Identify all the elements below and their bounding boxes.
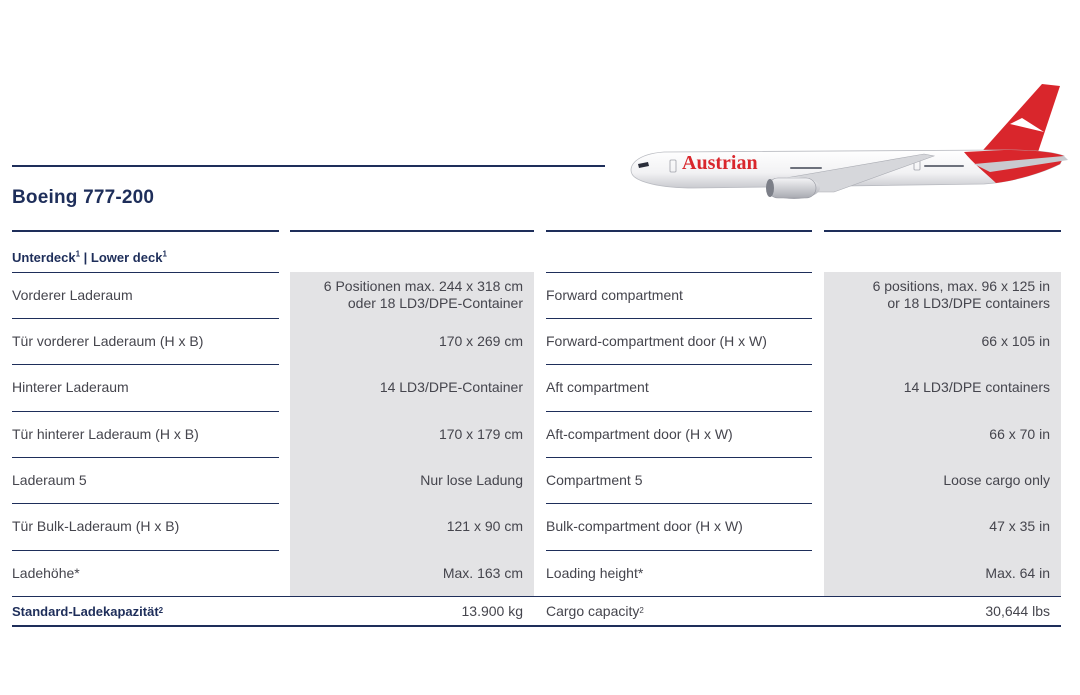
en-value: 66 x 70 in: [989, 425, 1050, 442]
de-value: 14 LD3/DPE-Container: [379, 378, 523, 395]
en-label: Compartment 5: [546, 472, 643, 488]
de-label: Tür hinterer Laderaum (H x B): [12, 426, 199, 442]
en-value: 47 x 35 in: [989, 517, 1050, 534]
en-label: Loading height*: [546, 565, 644, 581]
de-label: Vorderer Laderaum: [12, 287, 133, 303]
column-rule-3: [546, 230, 812, 232]
de-label: Ladehöhe*: [12, 565, 80, 581]
table-row: [0, 364, 1080, 410]
table-row: [0, 550, 1080, 596]
en-label: Forward compartment: [546, 287, 683, 303]
de-label: Hinterer Laderaum: [12, 379, 129, 395]
table-row: [0, 503, 1080, 549]
table-row: [0, 411, 1080, 457]
capacity-en-value: 30,644 lbs: [985, 602, 1050, 619]
de-label: Tür vorderer Laderaum (H x B): [12, 333, 204, 349]
capacity-de-value: 13.900 kg: [461, 602, 523, 619]
de-value: 121 x 90 cm: [446, 517, 523, 534]
airline-livery-text: Austrian: [682, 152, 758, 174]
table-row: [0, 318, 1080, 364]
de-label: Tür Bulk-Laderaum (H x B): [12, 518, 180, 534]
de-value: 170 x 269 cm: [438, 332, 523, 349]
bottom-rule: [12, 625, 1061, 627]
en-label: Forward-compartment door (H x W): [546, 333, 767, 349]
en-value: Loose cargo only: [943, 471, 1050, 488]
section-label: Unterdeck$^1$ | Lower deck$^1$: [12, 249, 167, 265]
en-value: Max. 64 in: [985, 564, 1050, 581]
capacity-de-label: Standard-Ladekapazität 2: [12, 603, 164, 619]
table-row: [0, 457, 1080, 503]
title-rule: [12, 165, 605, 167]
column-rule-1: [12, 230, 279, 232]
column-rule-4: [824, 230, 1061, 232]
en-label: Aft-compartment door (H x W): [546, 426, 733, 442]
de-label: Laderaum 5: [12, 472, 87, 488]
page-title: Boeing 777-200: [12, 187, 155, 208]
table-row: [0, 272, 1080, 318]
en-label: Bulk-compartment door (H x W): [546, 518, 743, 534]
en-label: Aft compartment: [546, 379, 649, 395]
de-value: Max. 163 cm: [442, 564, 523, 581]
en-value: 14 LD3/DPE containers: [903, 378, 1050, 395]
de-value: Nur lose Ladung: [420, 471, 523, 488]
en-value: 6 positions, max. 96 x 125 in or 18 LD3/DPE containers: [872, 278, 1050, 311]
aircraft-illustration: [624, 80, 1068, 208]
column-rule-2: [290, 230, 534, 232]
capacity-row: [0, 596, 1080, 626]
de-value: 170 x 179 cm: [438, 425, 523, 442]
en-value: 66 x 105 in: [981, 332, 1050, 349]
de-value: 6 Positionen max. 244 x 318 cm oder 18 LD3/DPE-Container: [323, 278, 523, 311]
capacity-en-label: Cargo capacity 2: [546, 603, 644, 619]
